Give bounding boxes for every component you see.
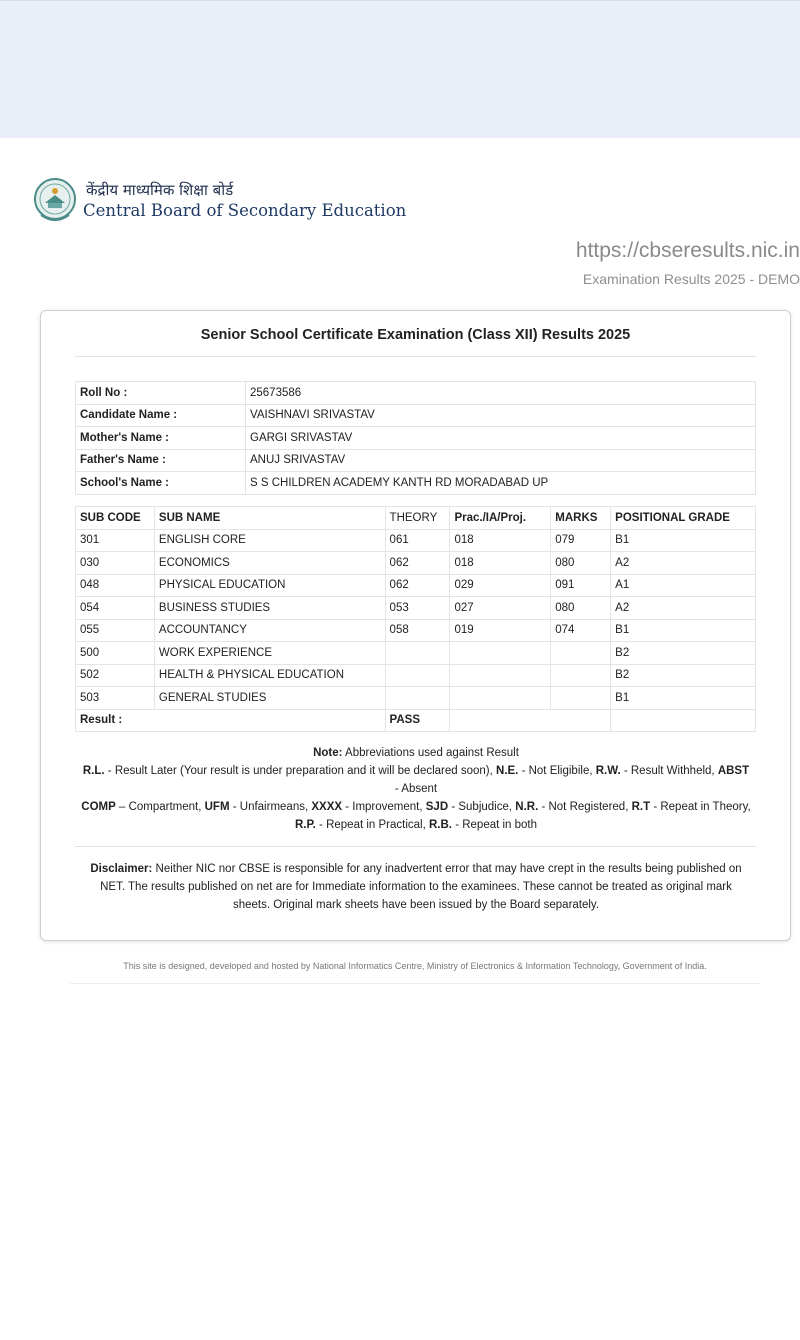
theory-marks: 061	[385, 529, 450, 552]
info-value: GARGI SRIVASTAV	[246, 427, 756, 450]
practical-marks: 029	[450, 574, 551, 597]
abbreviation-key: R.B.	[429, 819, 452, 831]
subject-code: 030	[76, 552, 155, 575]
info-label: Mother's Name :	[76, 427, 246, 450]
positional-grade: B1	[611, 687, 756, 710]
practical-marks: 019	[450, 619, 551, 642]
subject-name: WORK EXPERIENCE	[154, 642, 385, 665]
abbreviation-meaning: - Result Withheld,	[620, 765, 718, 777]
cbse-logo[interactable]	[33, 175, 406, 227]
info-row-candidate	[76, 404, 756, 427]
total-marks: 080	[551, 552, 611, 575]
abbreviation-key: R.W.	[595, 765, 621, 777]
subject-code: 503	[76, 687, 155, 710]
disclaimer-text: Neither NIC nor CBSE is responsible for any inadvertent error that may have crept in the results being published on NET. The results published on net are for Immediate information to the examinees. These cannot be treated as original mark sheets. Original mark sheets have been issued by the Board separately.	[100, 863, 742, 911]
result-label: Result :	[76, 709, 386, 732]
subject-code: 502	[76, 664, 155, 687]
table-row	[76, 664, 756, 687]
theory-marks: 062	[385, 552, 450, 575]
disclaimer-label: Disclaimer:	[90, 863, 153, 875]
logo-english-text: Central Board of Secondary Education	[83, 201, 407, 220]
site-url[interactable]: https://cbseresults.nic.in	[575, 239, 800, 262]
info-value: ANUJ SRIVASTAV	[246, 449, 756, 472]
positional-grade: B2	[611, 664, 756, 687]
site-subtitle: Examination Results 2025 - DEMO	[582, 271, 800, 287]
abbreviation-notes	[81, 744, 751, 834]
theory-marks	[385, 664, 450, 687]
abbreviation-meaning: – Compartment,	[115, 801, 205, 813]
result-value: PASS	[385, 709, 450, 732]
info-label: School's Name :	[76, 472, 246, 495]
info-value: 25673586	[246, 382, 756, 405]
footer-divider	[70, 983, 760, 984]
positional-grade: B2	[611, 642, 756, 665]
column-header: SUB NAME	[154, 507, 385, 530]
column-header: THEORY	[385, 507, 450, 530]
result-empty	[611, 709, 756, 732]
abbreviation-meaning: - Improvement,	[342, 801, 426, 813]
abbreviation-meaning: - Unfairmeans,	[229, 801, 312, 813]
abbreviation-meaning: - Repeat in both	[452, 819, 538, 831]
theory-marks	[385, 642, 450, 665]
subject-name: PHYSICAL EDUCATION	[154, 574, 385, 597]
divider	[75, 846, 756, 847]
abbreviation-key: COMP	[81, 801, 116, 813]
practical-marks: 027	[450, 597, 551, 620]
candidate-info-table	[75, 381, 756, 495]
info-row-father	[76, 449, 756, 472]
total-marks	[551, 664, 611, 687]
note-label: Note:	[313, 747, 343, 759]
cbse-emblem-icon	[33, 175, 77, 227]
subject-code: 500	[76, 642, 155, 665]
abbreviation-key: R.P.	[294, 819, 316, 831]
abbreviation-key: XXXX	[311, 801, 343, 813]
abbreviation-meaning: - Not Registered,	[538, 801, 632, 813]
column-header: MARKS	[551, 507, 611, 530]
positional-grade: A1	[611, 574, 756, 597]
divider	[75, 356, 756, 357]
table-row	[76, 619, 756, 642]
page-footer: This site is designed, developed and hosted by National Informatics Centre, Ministry of Electronics & Information Technology, Government of India.	[123, 961, 707, 971]
card-title: Senior School Certificate Examination (Class XII) Results 2025	[200, 327, 631, 343]
abbreviation-meaning: - Result Later (Your result is under preparation and it will be declared soon),	[104, 765, 497, 777]
abbreviation-meaning: - Subjudice,	[448, 801, 516, 813]
abbreviation-key: N.E.	[496, 765, 519, 777]
abbreviation-meaning: - Repeat in Theory,	[650, 801, 751, 813]
subject-name: ENGLISH CORE	[154, 529, 385, 552]
subject-name: ECONOMICS	[154, 552, 385, 575]
theory-marks: 062	[385, 574, 450, 597]
positional-grade: A2	[611, 552, 756, 575]
info-label: Roll No :	[76, 382, 246, 405]
abbreviation-key: N.R.	[515, 801, 539, 813]
abbreviation-key: R.L.	[82, 765, 105, 777]
total-marks: 079	[551, 529, 611, 552]
abbreviation-meaning: - Absent	[394, 783, 438, 795]
info-label: Father's Name :	[76, 449, 246, 472]
subject-name: ACCOUNTANCY	[154, 619, 385, 642]
column-header: POSITIONAL GRADE	[611, 507, 756, 530]
result-card	[40, 310, 791, 941]
subject-code: 054	[76, 597, 155, 620]
marks-table	[75, 506, 756, 732]
practical-marks	[450, 687, 551, 710]
positional-grade: B1	[611, 529, 756, 552]
info-value: VAISHNAVI SRIVASTAV	[246, 404, 756, 427]
table-row	[76, 574, 756, 597]
subject-code: 048	[76, 574, 155, 597]
table-row	[76, 642, 756, 665]
total-marks: 080	[551, 597, 611, 620]
total-marks: 074	[551, 619, 611, 642]
table-row	[76, 597, 756, 620]
column-header: SUB CODE	[76, 507, 155, 530]
positional-grade: A2	[611, 597, 756, 620]
subject-name: BUSINESS STUDIES	[154, 597, 385, 620]
abbreviation-meaning: - Repeat in Practical,	[315, 819, 429, 831]
abbreviation-key: SJD	[425, 801, 449, 813]
result-row	[76, 709, 756, 732]
total-marks	[551, 687, 611, 710]
info-row-mother	[76, 427, 756, 450]
disclaimer	[81, 860, 751, 914]
abbreviation-list	[81, 762, 751, 834]
subject-code: 055	[76, 619, 155, 642]
practical-marks	[450, 642, 551, 665]
subject-code: 301	[76, 529, 155, 552]
subject-name: GENERAL STUDIES	[154, 687, 385, 710]
note-text: Abbreviations used against Result	[342, 747, 519, 759]
result-empty	[450, 709, 611, 732]
total-marks: 091	[551, 574, 611, 597]
practical-marks: 018	[450, 552, 551, 575]
total-marks	[551, 642, 611, 665]
abbreviation-key: UFM	[204, 801, 230, 813]
theory-marks: 058	[385, 619, 450, 642]
table-row	[76, 552, 756, 575]
theory-marks	[385, 687, 450, 710]
top-banner	[0, 0, 800, 138]
info-row-roll	[76, 382, 756, 405]
abbreviation-key: ABST	[717, 765, 750, 777]
abbreviation-meaning: - Not Eligibile,	[518, 765, 596, 777]
info-label: Candidate Name :	[76, 404, 246, 427]
column-header: Prac./IA/Proj.	[450, 507, 551, 530]
abbreviation-key: R.T	[631, 801, 651, 813]
practical-marks	[450, 664, 551, 687]
subject-name: HEALTH & PHYSICAL EDUCATION	[154, 664, 385, 687]
table-row	[76, 529, 756, 552]
positional-grade: B1	[611, 619, 756, 642]
practical-marks: 018	[450, 529, 551, 552]
logo-hindi-text: केंद्रीय माध्यमिक शिक्षा बोर्ड	[86, 181, 234, 199]
info-row-school	[76, 472, 756, 495]
info-value: S S CHILDREN ACADEMY KANTH RD MORADABAD UP	[246, 472, 756, 495]
theory-marks: 053	[385, 597, 450, 620]
table-row	[76, 687, 756, 710]
marks-header-row	[76, 507, 756, 530]
